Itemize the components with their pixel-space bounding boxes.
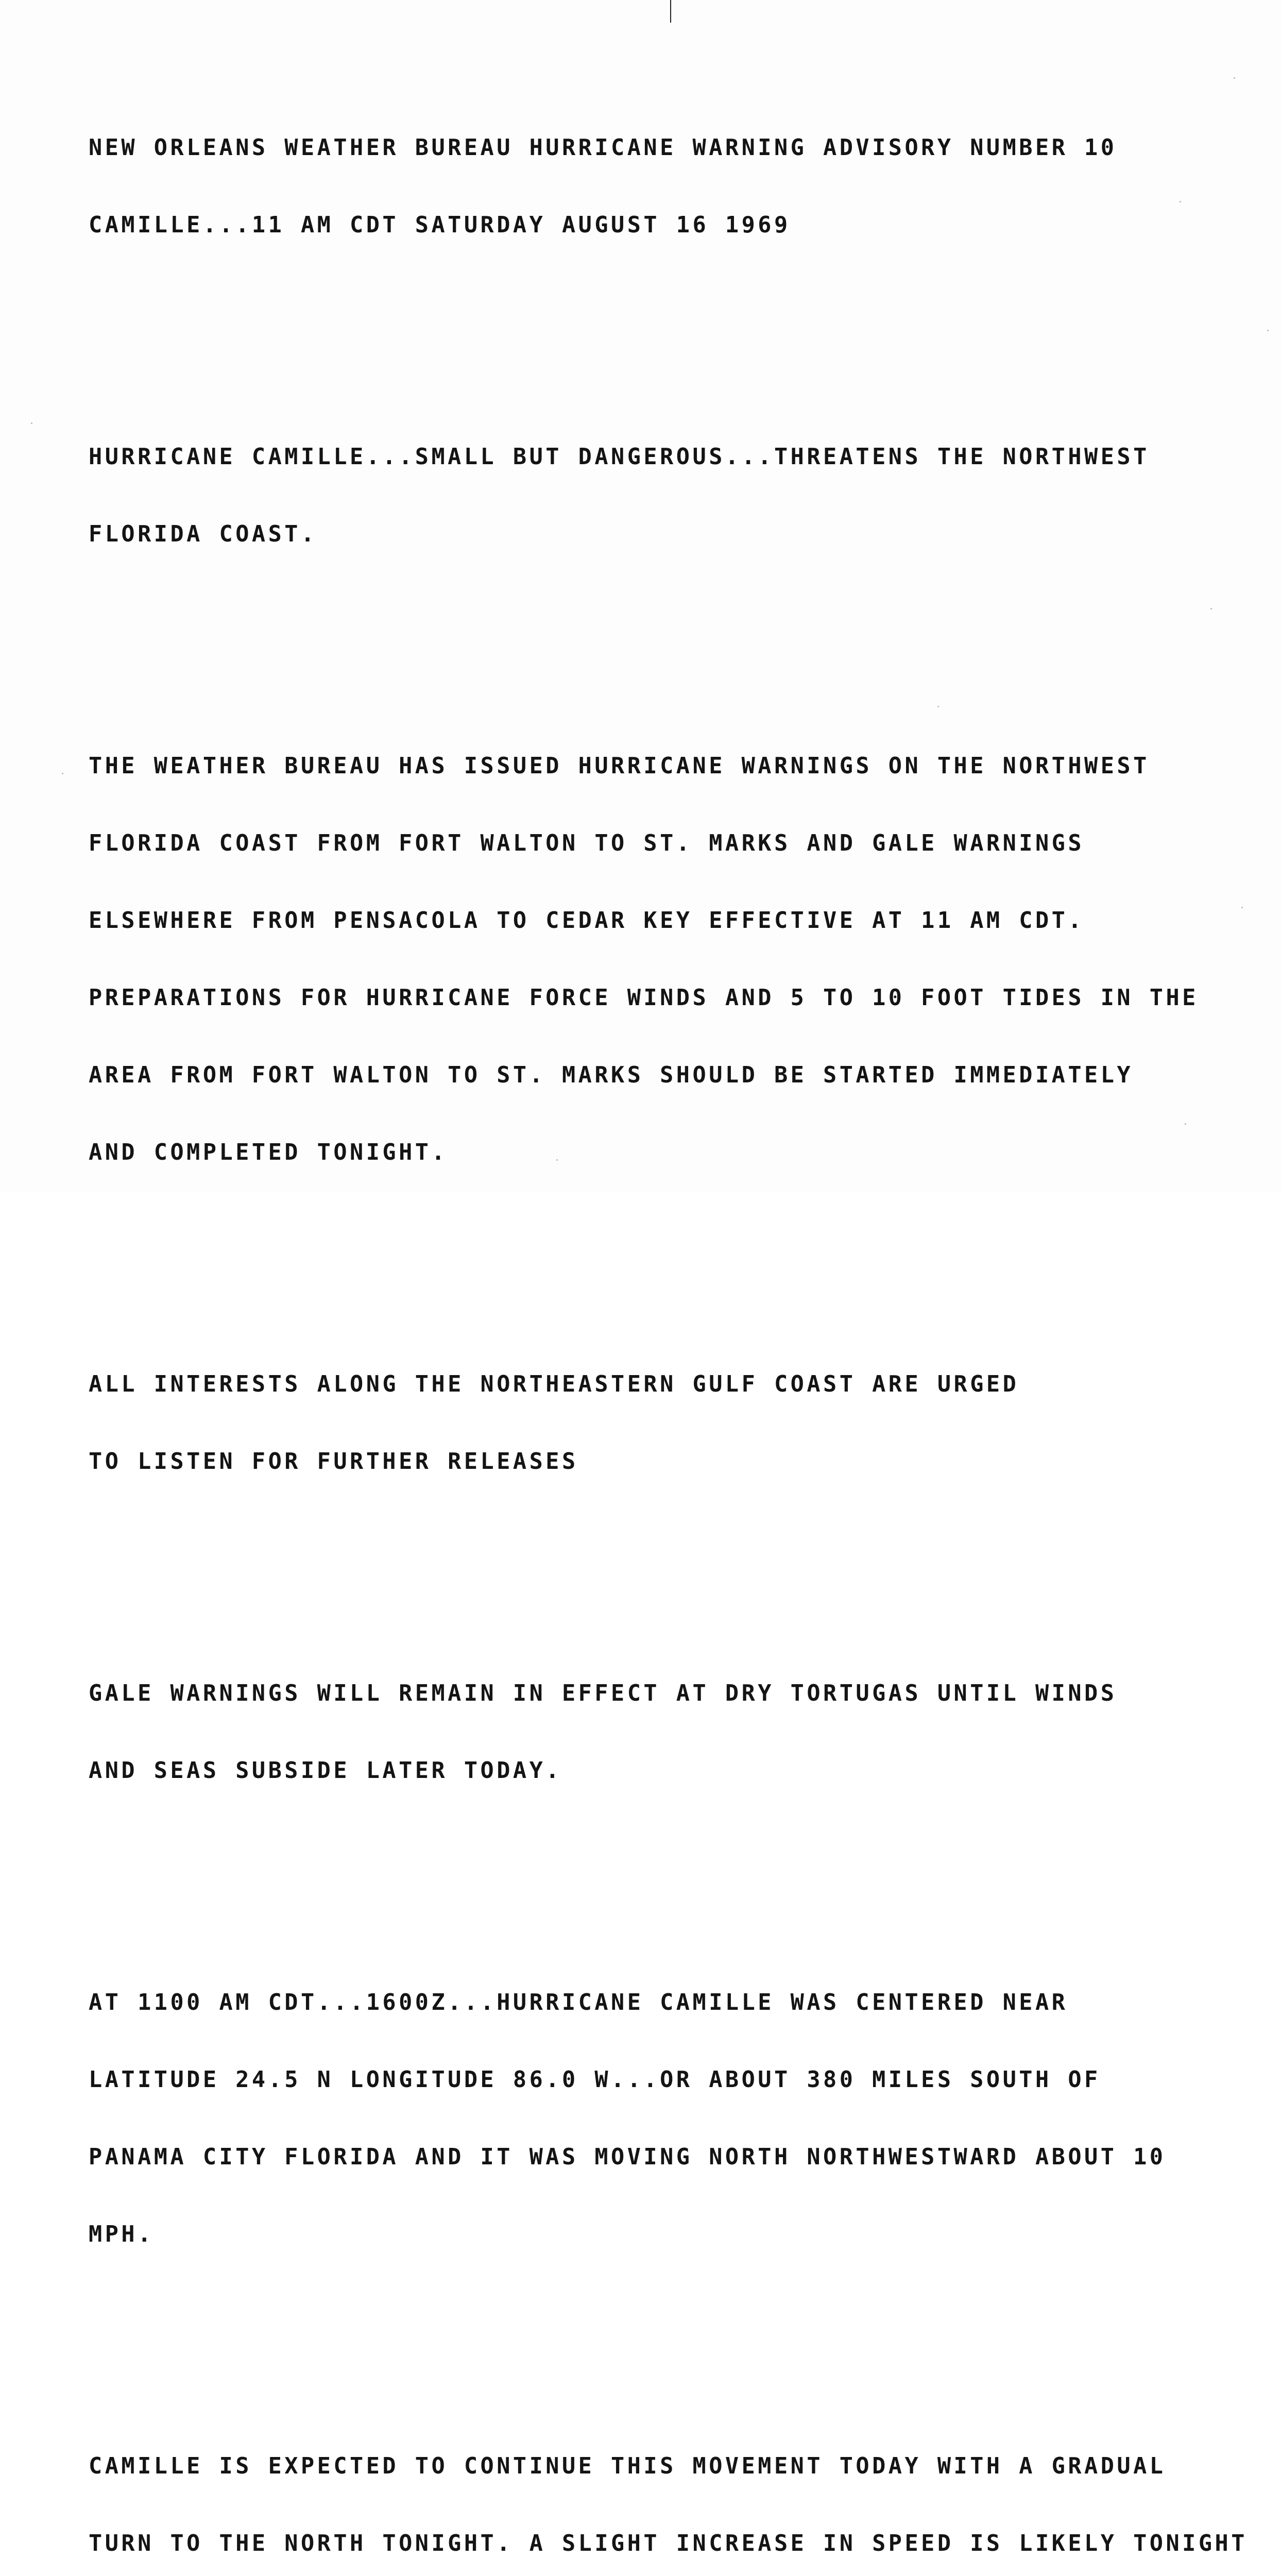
advisory-headline [89, 393, 1253, 599]
scan-speck [1180, 201, 1181, 202]
headline-line: HURRICANE CAMILLE...SMALL BUT DANGEROUS...THREATENS THE NORTHWEST [89, 444, 1150, 470]
scan-speck [1241, 907, 1243, 908]
scan-speck [1210, 608, 1212, 609]
interests-line: ALL INTERESTS ALONG THE NORTHEASTERN GULF COAST ARE URGED [89, 1371, 1019, 1397]
warnings-paragraph [89, 702, 1253, 1217]
forecast-line: TURN TO THE NORTH TONIGHT. A SLIGHT INCREASE IN SPEED IS LIKELY TONIGHT [89, 2531, 1248, 2556]
scan-speck [1185, 1123, 1186, 1125]
page-crease-mark [670, 0, 671, 23]
scan-speck [31, 422, 32, 424]
headline-line: FLORIDA COAST. [89, 521, 317, 547]
warnings-line: AREA FROM FORT WALTON TO ST. MARKS SHOULD BE STARTED IMMEDIATELY [89, 1062, 1134, 1088]
warnings-line: FLORIDA COAST FROM FORT WALTON TO ST. MARKS AND GALE WARNINGS [89, 831, 1085, 856]
warnings-line: ELSEWHERE FROM PENSACOLA TO CEDAR KEY EFFECTIVE AT 11 AM CDT. [89, 908, 1085, 934]
forecast-paragraph [89, 2402, 1253, 2576]
gale-warnings-line: AND SEAS SUBSIDE LATER TODAY. [89, 1758, 562, 1784]
advisory-text [89, 32, 1253, 2576]
position-paragraph [89, 1938, 1253, 2299]
scan-speck [937, 706, 939, 707]
position-line: LATITUDE 24.5 N LONGITUDE 86.0 W...OR ABOUT 380 MILES SOUTH OF [89, 2067, 1101, 2093]
header-line: NEW ORLEANS WEATHER BUREAU HURRICANE WARNING ADVISORY NUMBER 10 [89, 135, 1117, 161]
warnings-line: PREPARATIONS FOR HURRICANE FORCE WINDS AND 5 TO 10 FOOT TIDES IN THE [89, 985, 1199, 1011]
scan-speck [62, 773, 63, 774]
scan-speck [1234, 77, 1235, 79]
scan-speck [1267, 330, 1269, 331]
forecast-line: CAMILLE IS EXPECTED TO CONTINUE THIS MOVEMENT TODAY WITH A GRADUAL [89, 2453, 1166, 2479]
interests-line: TO LISTEN FOR FURTHER RELEASES [89, 1449, 578, 1475]
position-line: PANAMA CITY FLORIDA AND IT WAS MOVING NORTH NORTHWESTWARD ABOUT 10 [89, 2144, 1166, 2170]
scan-speck [556, 1159, 558, 1161]
interests-paragraph [89, 1320, 1253, 1526]
warnings-line: THE WEATHER BUREAU HAS ISSUED HURRICANE WARNINGS ON THE NORTHWEST [89, 753, 1150, 779]
advisory-header [89, 83, 1253, 290]
position-line: MPH. [89, 2222, 154, 2247]
position-line: AT 1100 AM CDT...1600Z...HURRICANE CAMILLE WAS CENTERED NEAR [89, 1990, 1068, 2015]
header-line: CAMILLE...11 AM CDT SATURDAY AUGUST 16 1969 [89, 212, 791, 238]
gale-warnings-line: GALE WARNINGS WILL REMAIN IN EFFECT AT DRY TORTUGAS UNTIL WINDS [89, 1681, 1117, 1706]
gale-warnings-paragraph [89, 1629, 1253, 1835]
warnings-line: AND COMPLETED TONIGHT. [89, 1140, 448, 1165]
